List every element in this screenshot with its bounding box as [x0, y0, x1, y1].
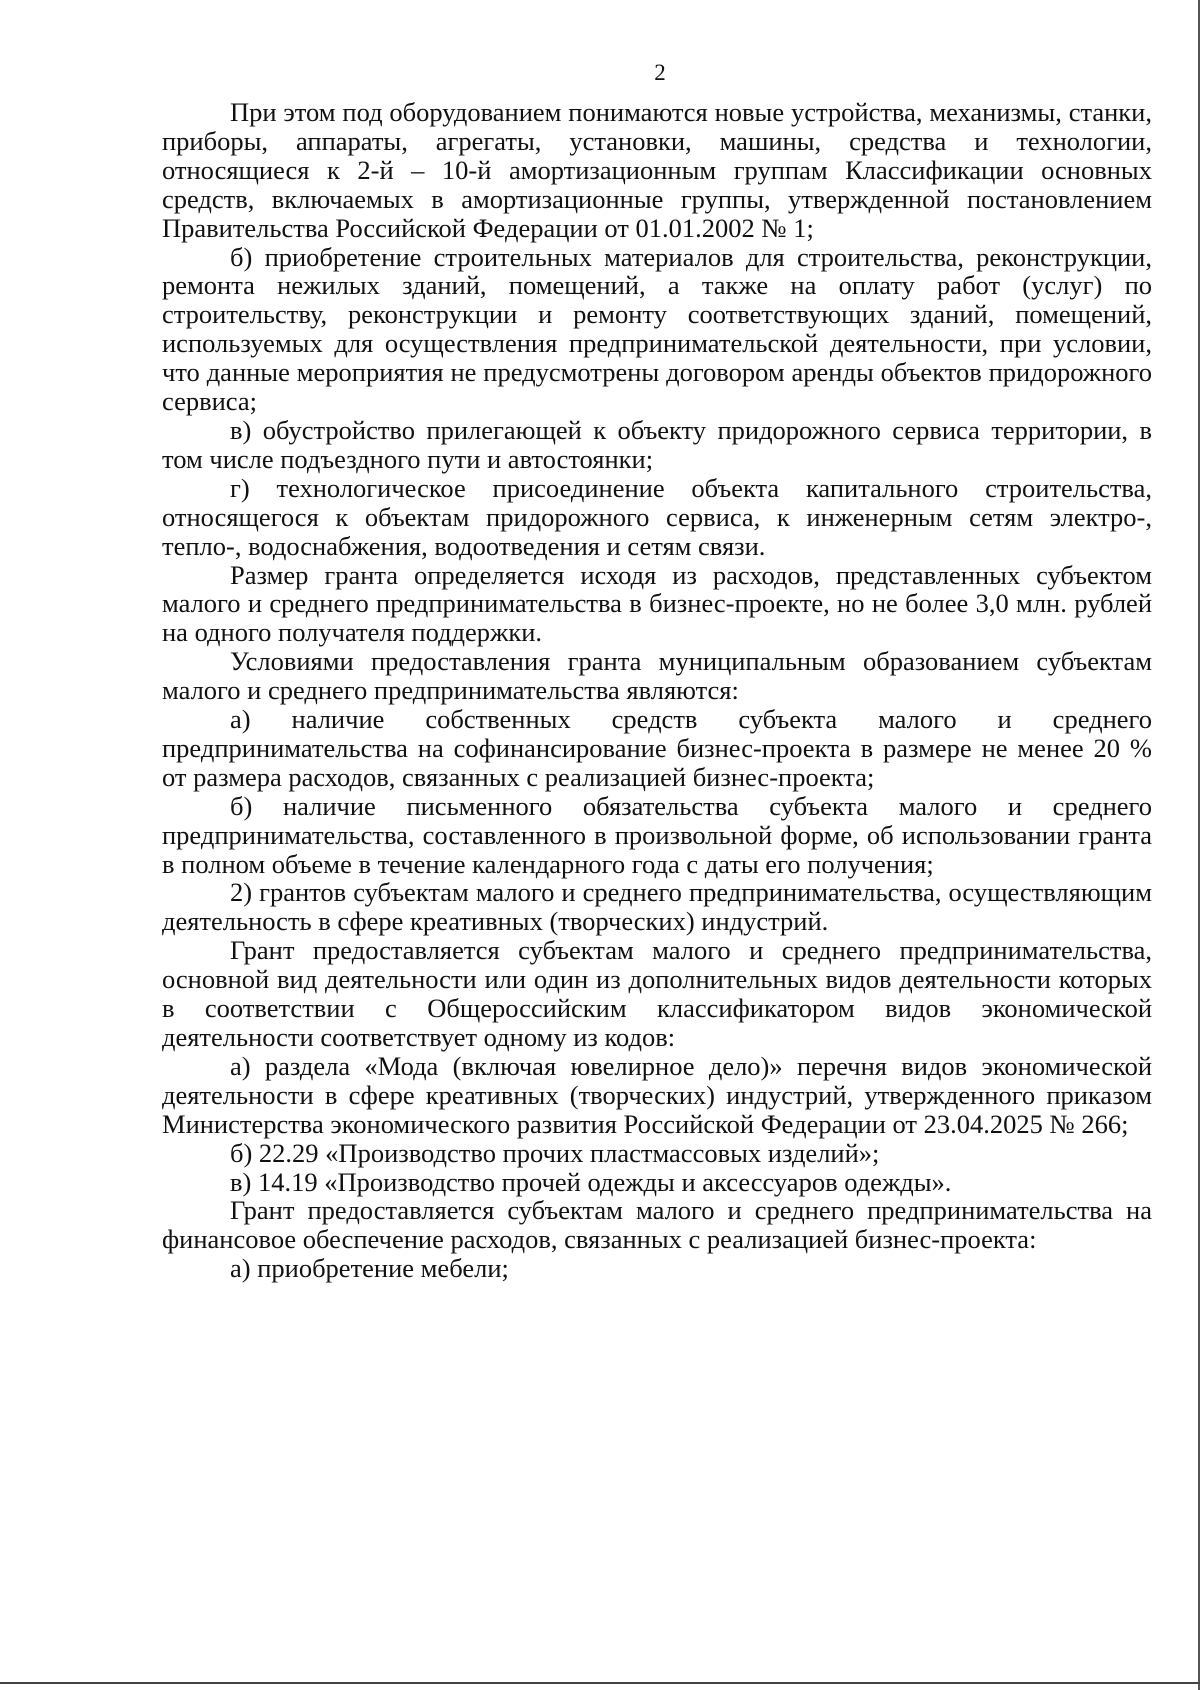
paragraph: 2) грантов субъектам малого и среднего предпринимательства, осуществляющим деятельность в сфере креативных (творческих) индустрий.	[162, 877, 1152, 937]
paragraph: в) обустройство прилегающей к объекту придорожного сервиса территории, в том числе подъездного пути и автостоянки;	[162, 414, 1152, 474]
document-body	[162, 98, 1152, 1283]
paragraph: Размер гранта определяется исходя из расходов, представленных субъектом малого и среднего предпринимательства в бизнес-проекте, но не более 3,0 млн. рублей на одного получателя поддержки.	[162, 559, 1152, 648]
paragraph: а) наличие собственных средств субъекта малого и среднего предпринимательства на софинансирование бизнес-проекта в размере не менее 20 % от размера расходов, связанных с реализацией бизнес-проекта;	[162, 704, 1152, 792]
paragraph: а) приобретение мебели;	[230, 1253, 509, 1284]
paragraph: а) раздела «Мода (включая ювелирное дело)» перечня видов экономической деятельности в сфере креативных (творческих) индустрий, утвержденного приказом Министерства экономического развития Российской Федерации от 23.04.2025 № 266;	[162, 1050, 1152, 1139]
paragraph: При этом под оборудованием понимаются новые устройства, механизмы, станки, приборы, аппараты, агрегаты, установки, машины, средства и технологии, относящиеся к 2-й – 10-й амортизационным группам Классификации основных средств, включаемых в амортизационные группы, утвержденной постановлением Правительства Российской Федерации от 01.01.2002 № 1;	[162, 97, 1152, 243]
paragraph: б) наличие письменного обязательства субъекта малого и среднего предпринимательства, составленного в произвольной форме, об использовании гранта в полном объеме в течение календарного года с даты его получения;	[162, 790, 1152, 879]
paragraph: б) 22.29 «Производство прочих пластмассовых изделий»;	[230, 1137, 880, 1168]
paragraph: б) приобретение строительных материалов для строительства, реконструкции, ремонта нежилых зданий, помещений, а также на оплату работ (услуг) по строительству, реконструкции и ремонту соответствующих зданий, помещений, используемых для осуществления предпринимательской деятельности, при условии, что данные мероприятия не предусмотрены договором аренды объектов придорожного сервиса;	[162, 241, 1152, 417]
paragraph: Грант предоставляется субъектам малого и среднего предпринимательства на финансовое обеспечение расходов, связанных с реализацией бизнес-проекта:	[162, 1195, 1152, 1255]
paragraph: Грант предоставляется субъектам малого и среднего предпринимательства, основной вид деятельности или один из дополнительных видов деятельности которых в соответствии с Общероссийским классификатором видов экономической деятельности соответствует одному из кодов:	[162, 935, 1152, 1052]
paragraph: в) 14.19 «Производство прочей одежды и аксессуаров одежды».	[230, 1166, 952, 1197]
paragraph: г) технологическое присоединение объекта капитального строительства, относящегося к объектам придорожного сервиса, к инженерным сетям электро-, тепло-, водоснабжения, водоотведения и сетям связи.	[162, 472, 1152, 561]
scan-edge-bottom	[0, 1682, 1200, 1684]
page-number: 2	[654, 60, 666, 85]
paragraph: Условиями предоставления гранта муниципальным образованием субъектам малого и среднего предпринимательства являются:	[162, 646, 1152, 706]
